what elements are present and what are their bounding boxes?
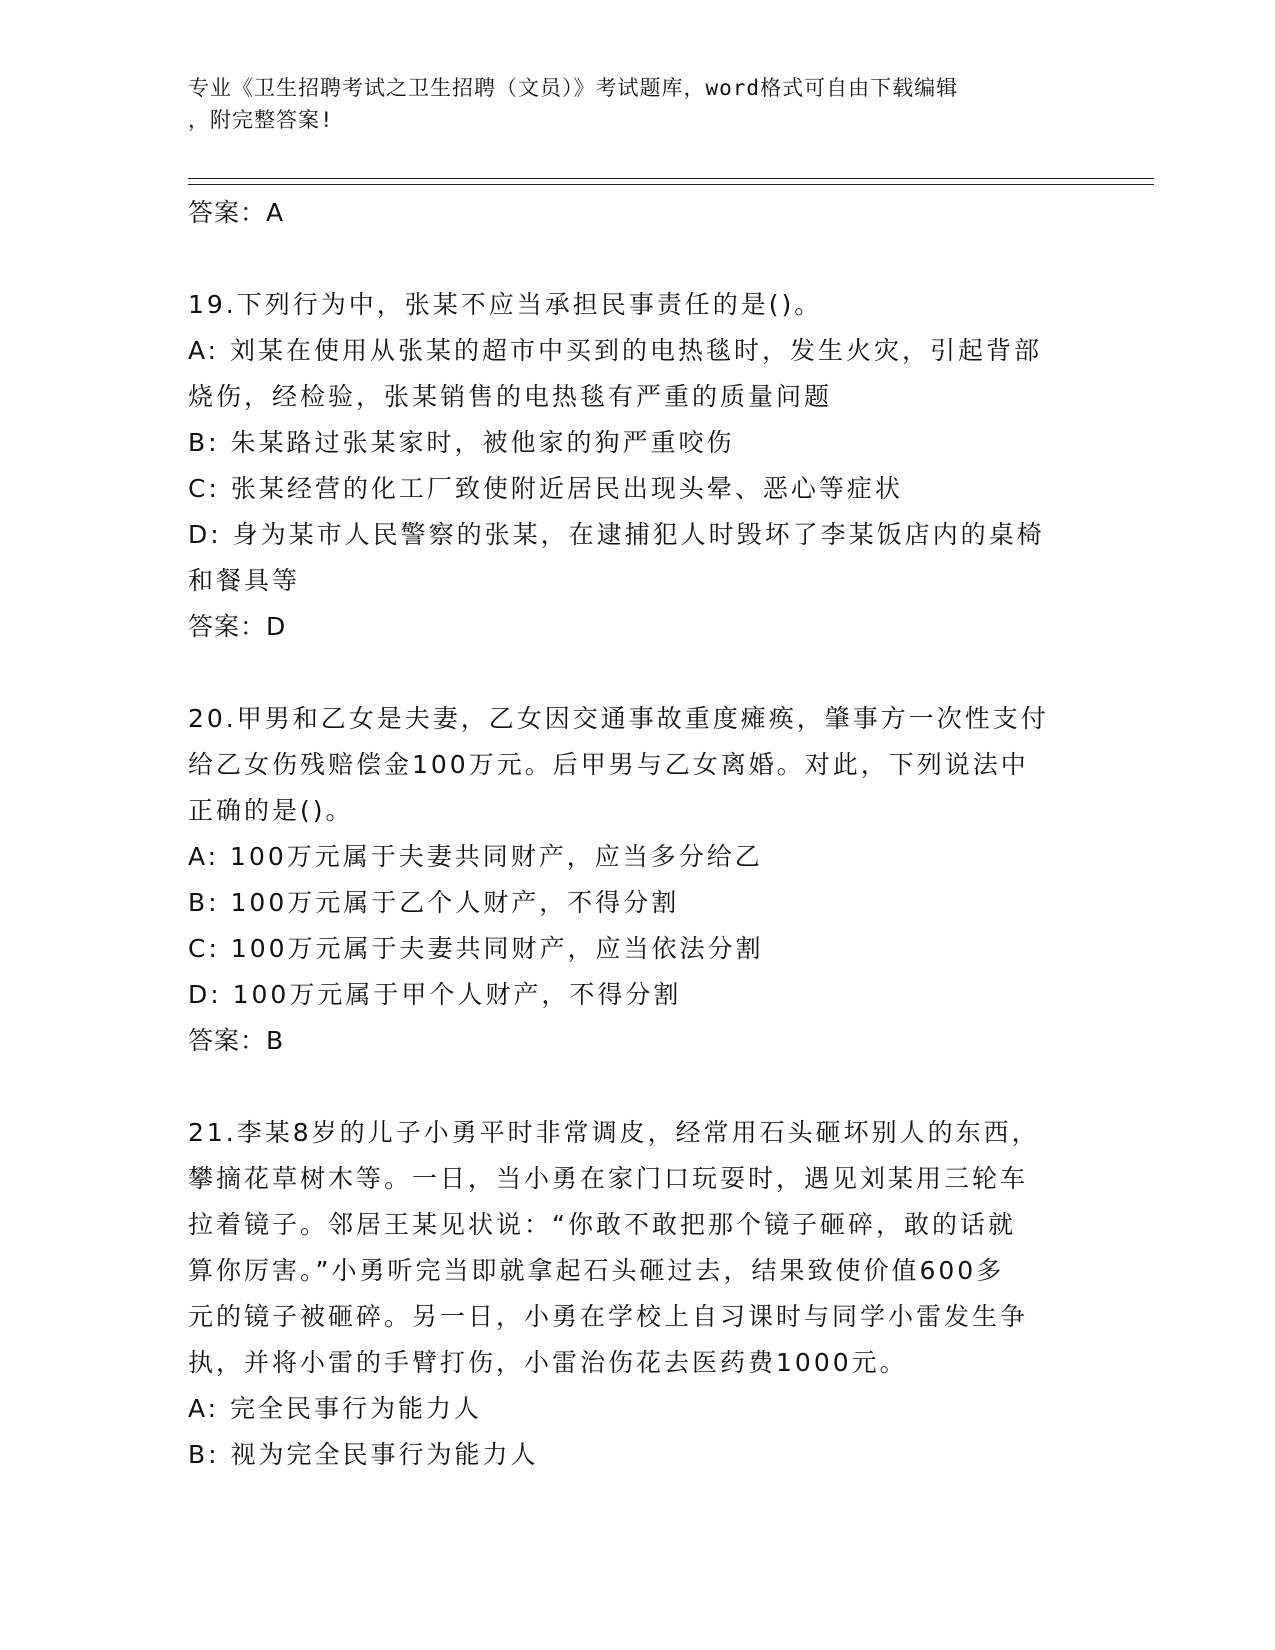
q19-option-a-line-2: 烧伤，经检验，张某销售的电热毯有严重的质量问题 bbox=[188, 382, 833, 411]
question-20 bbox=[188, 696, 1088, 1064]
q21-stem-line-6: 执，并将小雷的手臂打伤，小雷治伤花去医药费1000元。 bbox=[188, 1348, 908, 1377]
q20-answer: 答案：B bbox=[188, 1026, 285, 1055]
q20-stem-line-3: 正确的是()。 bbox=[188, 796, 354, 825]
q21-stem-line-1: 21.李某8岁的儿子小勇平时非常调皮，经常用石头砸坏别人的东西， bbox=[188, 1118, 1040, 1147]
question-21 bbox=[188, 1110, 1088, 1478]
q20-option-b: B: 100万元属于乙个人财产，不得分割 bbox=[188, 888, 680, 917]
header-divider-top bbox=[188, 178, 1154, 179]
q21-stem-line-5: 元的镜子被砸碎。另一日，小勇在学校上自习课时与同学小雷发生争 bbox=[188, 1302, 1029, 1331]
header-line-2: ，附完整答案! bbox=[188, 108, 334, 132]
q20-option-d: D: 100万元属于甲个人财产，不得分割 bbox=[188, 980, 682, 1009]
q21-stem-line-2: 攀摘花草树木等。一日，当小勇在家门口玩耍时，遇见刘某用三轮车 bbox=[188, 1164, 1029, 1193]
q19-stem: 19.下列行为中，张某不应当承担民事责任的是()。 bbox=[188, 290, 823, 319]
question-19 bbox=[188, 282, 1088, 650]
q19-option-a-line-1: A: 刘某在使用从张某的超市中买到的电热毯时，发生火灾，引起背部 bbox=[188, 336, 1043, 365]
q20-option-c: C: 100万元属于夫妻共同财产，应当依法分割 bbox=[188, 934, 764, 963]
q19-option-c: C: 张某经营的化工厂致使附近居民出现头晕、恶心等症状 bbox=[188, 474, 903, 503]
q19-option-b: B: 朱某路过张某家时，被他家的狗严重咬伤 bbox=[188, 428, 735, 457]
q21-option-b: B: 视为完全民事行为能力人 bbox=[188, 1440, 539, 1469]
q20-option-a: A: 100万元属于夫妻共同财产，应当多分给乙 bbox=[188, 842, 763, 871]
question-content bbox=[188, 190, 1088, 1478]
q21-stem-line-4: 算你厉害。”小勇听完当即就拿起石头砸过去，结果致使价值600多 bbox=[188, 1256, 1005, 1285]
q21-option-a: A: 完全民事行为能力人 bbox=[188, 1394, 483, 1423]
header-line-1: 专业《卫生招聘考试之卫生招聘（文员）》考试题库，word格式可自由下载编辑 bbox=[188, 76, 959, 100]
spacer bbox=[188, 650, 1088, 696]
spacer bbox=[188, 1064, 1088, 1110]
q20-stem-line-1: 20.甲男和乙女是夫妻，乙女因交通事故重度瘫痪，肇事方一次性支付 bbox=[188, 704, 1049, 733]
q20-stem-line-2: 给乙女伤残赔偿金100万元。后甲男与乙女离婚。对此，下列说法中 bbox=[188, 750, 1029, 779]
q21-stem-line-3: 拉着镜子。邻居王某见状说：“你敢不敢把那个镜子砸碎，敢的话就 bbox=[188, 1210, 1016, 1239]
q19-answer: 答案：D bbox=[188, 612, 287, 641]
q19-option-d-line-1: D: 身为某市人民警察的张某，在逮捕犯人时毁坏了李某饭店内的桌椅 bbox=[188, 520, 1045, 549]
spacer bbox=[188, 236, 1088, 282]
page-header bbox=[188, 72, 1068, 136]
header-divider-bottom bbox=[188, 184, 1154, 185]
q19-option-d-line-2: 和餐具等 bbox=[188, 566, 301, 595]
q18-answer: 答案：A bbox=[188, 198, 285, 227]
